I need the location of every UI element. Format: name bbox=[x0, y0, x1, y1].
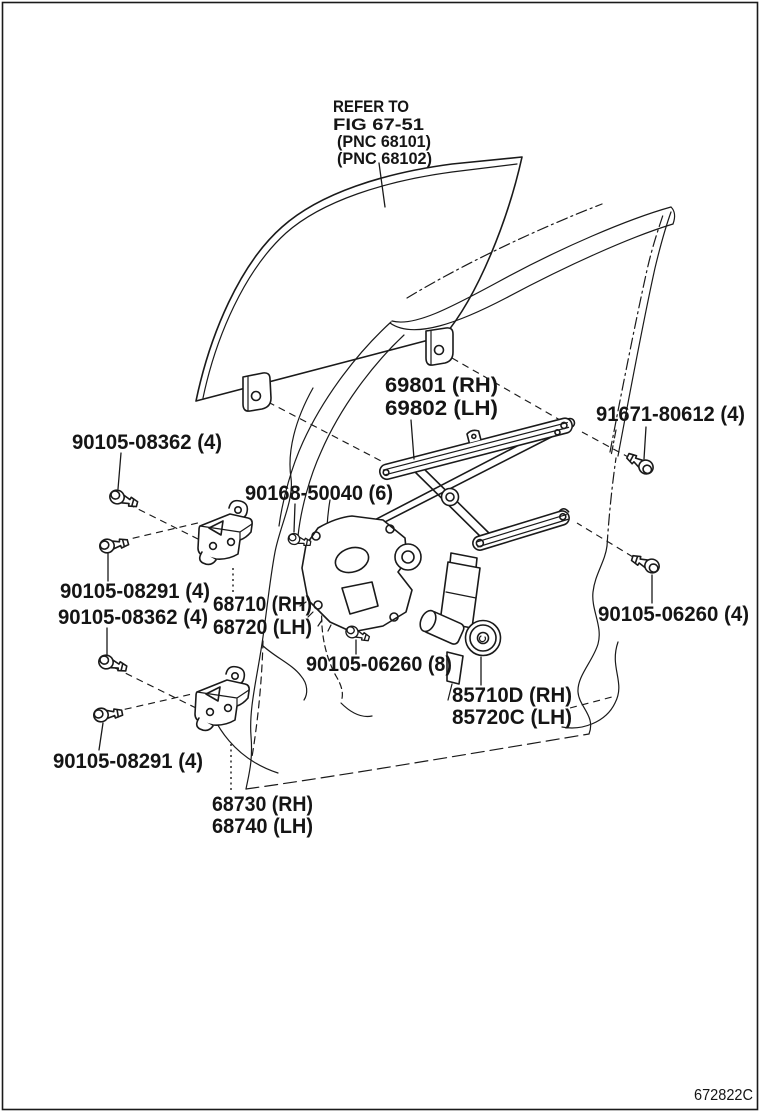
label-motor-rh: 85710D (RH) bbox=[452, 684, 572, 707]
refer-note-line1: REFER TO bbox=[333, 98, 410, 116]
label-screw-90168: 90168-50040 (6) bbox=[245, 482, 393, 505]
figure-code: 672822C bbox=[694, 1087, 753, 1104]
label-hinge-upper-lh: 68720 (LH) bbox=[213, 616, 312, 639]
label-bolt-06260-4: 90105-06260 (4) bbox=[598, 603, 749, 626]
label-hinge-upper-rh: 68710 (RH) bbox=[213, 593, 312, 616]
glass-clamp-front bbox=[243, 373, 271, 411]
label-regulator-rh: 69801 (RH) bbox=[385, 374, 498, 397]
label-bolt-08362-upper: 90105-08362 (4) bbox=[72, 431, 222, 454]
glass-clamp-rear bbox=[426, 328, 453, 365]
label-hinge-lower-lh: 68740 (LH) bbox=[212, 815, 313, 838]
bolt-90105-06260-4 bbox=[630, 552, 662, 575]
label-motor-lh: 85720C (LH) bbox=[452, 706, 572, 729]
refer-note-line3: (PNC 68101) bbox=[337, 133, 431, 151]
bolt-90105-08362-upper bbox=[108, 488, 140, 511]
label-bolt-06260-8: 90105-06260 (8) bbox=[306, 653, 452, 676]
refer-note-line4: (PNC 68102) bbox=[337, 150, 432, 168]
regulator-motor bbox=[417, 553, 500, 700]
bolt-90105-08291-upper bbox=[99, 536, 130, 554]
door-glass bbox=[196, 157, 522, 411]
screw-91671-80612 bbox=[624, 450, 656, 477]
regulator-base-plate bbox=[300, 516, 421, 632]
window-regulator bbox=[300, 406, 575, 632]
label-bolt-08362-lower: 90105-08362 (4) bbox=[58, 606, 208, 629]
label-hinge-lower-rh: 68730 (RH) bbox=[212, 793, 313, 816]
label-regulator-lh: 69802 (LH) bbox=[385, 397, 498, 420]
bolt-90105-08362-lower bbox=[97, 653, 128, 675]
label-bolt-08291-upper: 90105-08291 (4) bbox=[60, 580, 210, 603]
label-screw-91671: 91671-80612 (4) bbox=[596, 403, 745, 426]
door-hinge-lower bbox=[195, 667, 249, 731]
refer-note-line2: FIG 67-51 bbox=[333, 116, 424, 134]
label-bolt-08291-lower: 90105-08291 (4) bbox=[53, 750, 203, 773]
bolt-90105-08291-lower bbox=[93, 706, 123, 723]
door-hinge-upper bbox=[198, 501, 252, 565]
